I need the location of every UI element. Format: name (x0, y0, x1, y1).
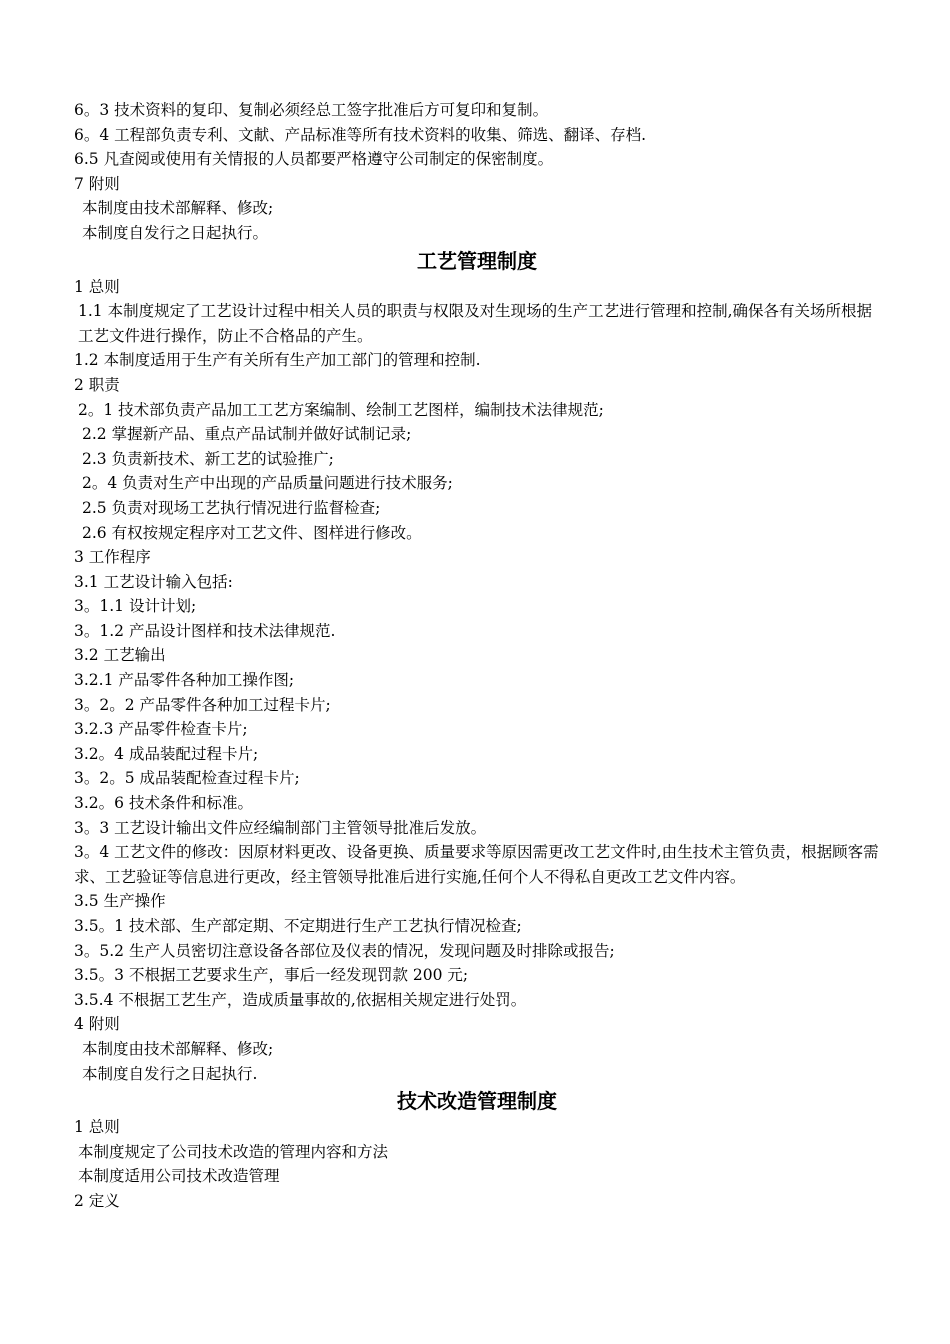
list-item: 2.3 负责新技术、新工艺的试验推广; (82, 449, 334, 468)
text-line: 6。3 技术资料的复印、复制必须经总工签字批准后方可复印和复制。 (74, 101, 549, 119)
text-line: 本制度适用公司技术改造管理 (78, 1167, 280, 1186)
text-line: 本制度由技术部解释、修改; (82, 1039, 274, 1058)
section-heading: 4 附则 (74, 1015, 120, 1034)
paragraph: 3。4 工艺文件的修改：因原材料更改、设备更换、质量要求等原因需更改工艺文件时,由生技术主管负责，根据顾客需求、工艺验证等信息进行更改，经主管领导批准后进行实施,任何个人不得私自更改工艺文件内容。 (74, 843, 879, 886)
paragraph: 1.1 本制度规定了工艺设计过程中相关人员的职责与权限及对生现场的生产工艺进行管理和控制,确保各有关场所根据工艺文件进行操作，防止不合格品的产生。 (78, 302, 873, 345)
section-6-tail (74, 98, 880, 246)
text-line: 本制度自发行之日起执行. (82, 1064, 258, 1083)
list-item: 3.2 工艺输出 (74, 646, 166, 665)
list-item: 3.2。4 成品装配过程卡片; (74, 744, 259, 763)
section-heading: 3 工作程序 (74, 548, 151, 567)
list-item: 3.2.1 产品零件各种加工操作图; (74, 671, 295, 690)
list-item: 3。5.2 生产人员密切注意设备各部位及仪表的情况，发现问题及时排除或报告; (74, 941, 615, 960)
text-line: 本制度由技术部解释、修改; (82, 199, 274, 218)
text-line: 1.2 本制度适用于生产有关所有生产加工部门的管理和控制. (74, 351, 481, 370)
list-item: 3。3 工艺设计输出文件应经编制部门主管领导批准后发放。 (74, 818, 487, 837)
list-item: 3。1.1 设计计划; (74, 597, 197, 616)
section-heading: 1 总则 (74, 277, 120, 296)
text-line: 6.5 凡查阅或使用有关情报的人员都要严格遵守公司制定的保密制度。 (74, 150, 554, 169)
list-item: 3.5.4 不根据工艺生产，造成质量事故的,依据相关规定进行处罚。 (74, 990, 527, 1009)
text-line: 本制度自发行之日起执行。 (82, 223, 269, 242)
list-item: 3。2。5 成品装配检查过程卡片; (74, 769, 300, 788)
document-page (74, 98, 880, 1214)
process-doc-body (74, 275, 880, 1087)
section-heading: 7 附则 (74, 174, 120, 193)
tech-doc-body (74, 1115, 880, 1213)
list-item: 2.2 掌握新产品、重点产品试制并做好试制记录; (82, 425, 412, 444)
list-item: 3。2。2 产品零件各种加工过程卡片; (74, 695, 331, 714)
list-item: 2。4 负责对生产中出现的产品质量问题进行技术服务; (82, 474, 453, 493)
text-line: 本制度规定了公司技术改造的管理内容和方法 (78, 1142, 389, 1161)
list-item: 2。1 技术部负责产品加工工艺方案编制、绘制工艺图样，编制技术法律规范; (78, 400, 604, 419)
list-item: 3.5 生产操作 (74, 892, 166, 911)
section-heading: 1 总则 (74, 1118, 120, 1137)
text-line: 6。4 工程部负责专利、文献、产品标准等所有技术资料的收集、筛选、翻译、存档. (74, 125, 647, 144)
process-doc-title: 工艺管理制度 (417, 248, 537, 273)
list-item: 2.6 有权按规定程序对工艺文件、图样进行修改。 (82, 523, 422, 542)
list-item: 3.1 工艺设计输入包括: (74, 572, 233, 591)
list-item: 3.2.3 产品零件检查卡片; (74, 720, 248, 739)
list-item: 3。1.2 产品设计图样和技术法律规范. (74, 621, 336, 640)
list-item: 3.5。3 不根据工艺要求生产，事后一经发现罚款 200 元; (74, 966, 469, 985)
section-heading: 2 职责 (74, 375, 120, 394)
list-item: 2.5 负责对现场工艺执行情况进行监督检查; (82, 498, 381, 517)
list-item: 3.2。6 技术条件和标准。 (74, 794, 253, 813)
list-item: 3.5。1 技术部、生产部定期、不定期进行生产工艺执行情况检查; (74, 917, 522, 935)
tech-doc-title: 技术改造管理制度 (397, 1089, 557, 1114)
section-heading: 2 定义 (74, 1191, 120, 1210)
